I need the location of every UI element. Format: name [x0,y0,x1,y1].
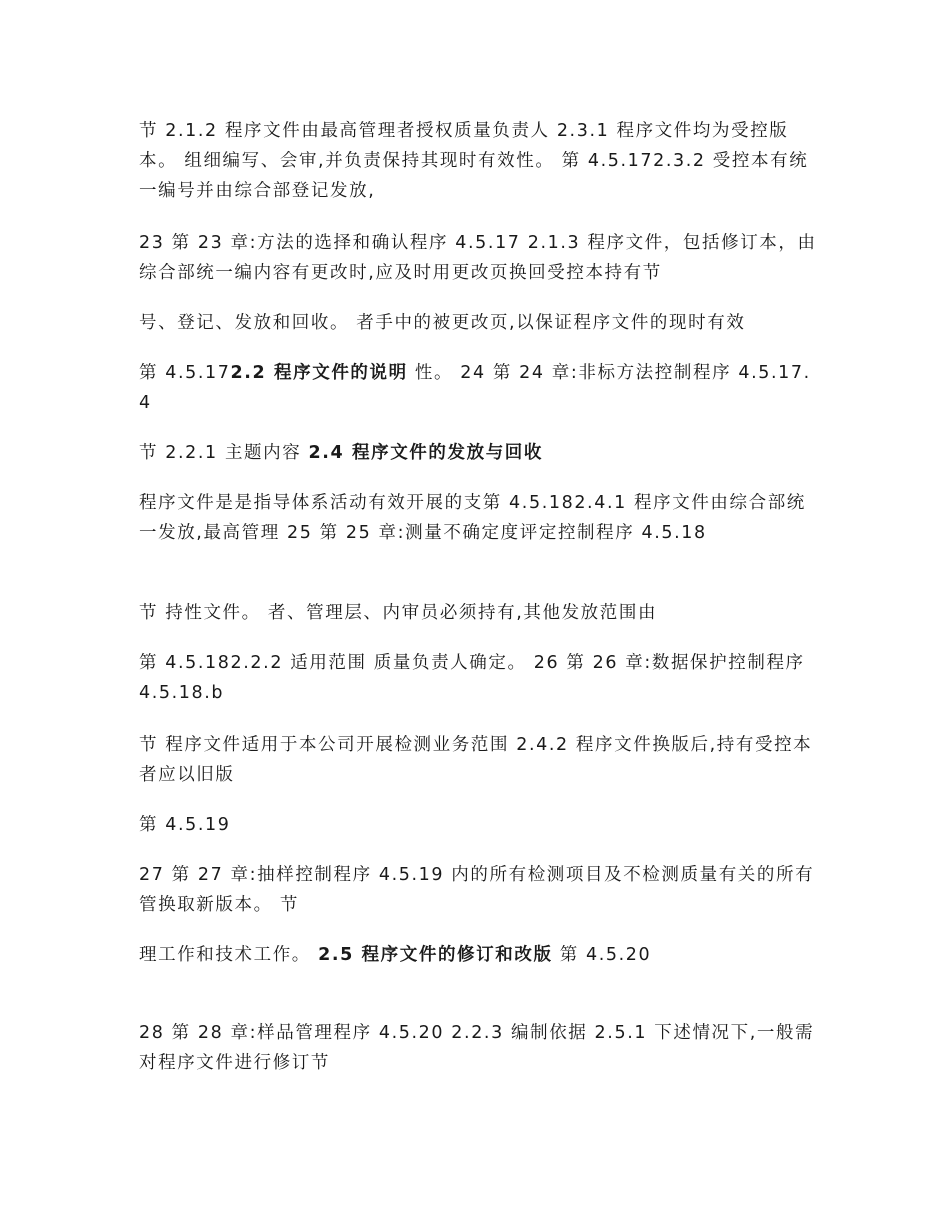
paragraph-3 [139,308,819,338]
paragraph-text-pre: 理工作和技术工作。 [139,945,319,965]
paragraph-13 [139,1018,819,1078]
paragraph-text: 第 4.5.182.2.2 适用范围 质量负责人确定。 26 第 26 章:数据保护控制程序 4.5.18.b [139,653,805,703]
paragraph-text-post: 第 4.5.20 [552,945,652,965]
section-heading: 2.4 程序文件的发放与回收 [308,443,544,463]
paragraph-4 [139,358,819,418]
paragraph-text-post: 性。 24 第 24 章:非标方法控制程序 4.5.17.4 [139,363,811,413]
paragraph-12 [139,940,819,970]
paragraph-text: 程序文件是是指导体系活动有效开展的支第 4.5.182.4.1 程序文件由综合部统一发放,最高管理 25 第 25 章:测量不确定度评定控制程序 4.5.18 [139,493,806,543]
paragraph-11 [139,860,819,920]
paragraph-text: 节 2.1.2 程序文件由最高管理者授权质量负责人 2.3.1 程序文件均为受控版本。 组细编写、会审,并负责保持其现时有效性。 第 4.5.172.3.2 受控本有统一编号并由综合部登记发放, [139,121,809,201]
paragraph-text: 节 程序文件适用于本公司开展检测业务范围 2.4.2 程序文件换版后,持有受控本者应以旧版 [139,735,813,785]
section-heading: 2.5 程序文件的修订和改版 [318,945,553,965]
paragraph-text: 27 第 27 章:抽样控制程序 4.5.19 内的所有检测项目及不检测质量有关的所有管换取新版本。 节 [139,865,815,915]
paragraph-text: 号、登记、发放和回收。 者手中的被更改页,以保证程序文件的现时有效 [139,313,746,333]
section-heading: 2.2 程序文件的说明 [230,363,408,383]
paragraph-9 [139,730,819,790]
paragraph-2 [139,228,819,288]
paragraph-text-pre: 节 2.2.1 主题内容 [139,443,309,463]
paragraph-text: 23 第 23 章:方法的选择和确认程序 4.5.17 2.1.3 程序文件，包括修订本，由综合部统一编内容有更改时,应及时用更改页换回受控本持有节 [139,233,817,283]
paragraph-6 [139,488,819,548]
paragraph-5 [139,438,819,468]
paragraph-10 [139,810,819,840]
paragraph-1 [139,116,819,206]
paragraph-8 [139,648,819,708]
paragraph-text-pre: 第 4.5.17 [139,363,231,383]
paragraph-7 [139,598,819,628]
paragraph-text: 节 持性文件。 者、管理层、内审员必须持有,其他发放范围由 [139,603,658,623]
paragraph-text: 第 4.5.19 [139,815,231,835]
paragraph-text: 28 第 28 章:样品管理程序 4.5.20 2.2.3 编制依据 2.5.1 下述情况下,一般需对程序文件进行修订节 [139,1023,815,1073]
